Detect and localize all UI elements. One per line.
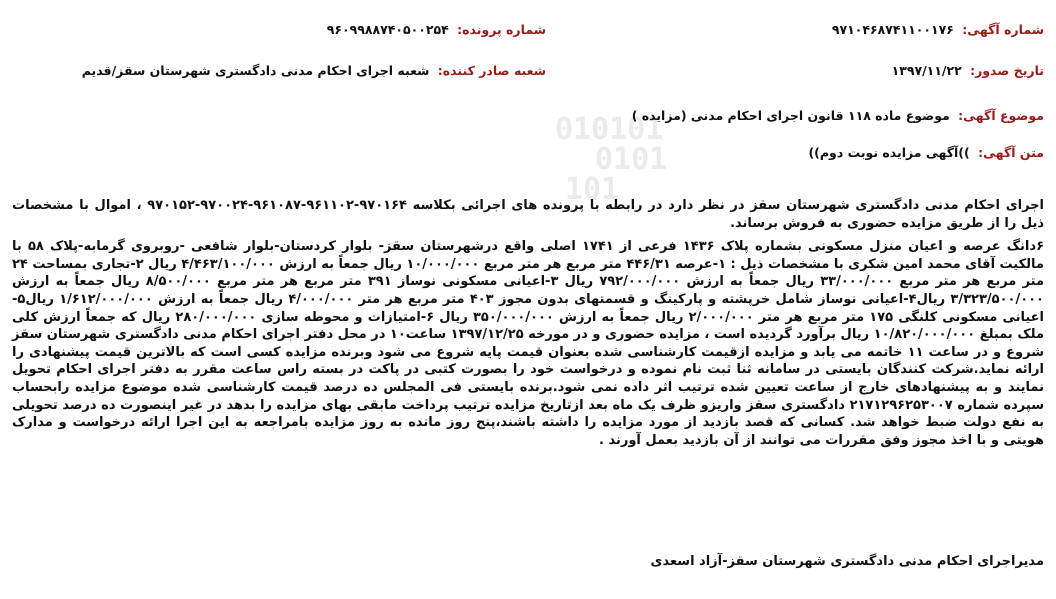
signature: مدیراجرای احکام مدنی دادگستری شهرستان سقز-آزاد اسعدی	[650, 554, 1044, 569]
text-title-row	[808, 145, 1044, 160]
case-number-label: شماره پرونده:	[457, 22, 546, 37]
issue-date-row	[892, 63, 1044, 78]
ad-number: ۹۷۱۰۴۶۸۷۴۱۱۰۰۱۷۶	[831, 22, 954, 37]
ad-number-label: شماره آگهی:	[962, 22, 1044, 37]
issuing-branch: شعبه اجرای احکام مدنی دادگستری شهرستان سقز/قدیم	[81, 63, 430, 78]
ad-number-row	[832, 22, 1044, 37]
details-paragraph: ۶دانگ عرصه و اعیان منزل مسکونی بشماره پلاک ۱۴۳۶ فرعی از ۱۷۴۱ اصلی واقع درشهرستان سقز- بلوار کردستان-بلوار شافعی -روبروی گرمابه-پلاک ۵۸ با مالکیت آقای محمد امین شکری با مشخصات ذیل : ۱-عرصه ۴۴۶/۳۱ متر مربع هر متر مربع ۱۰/۰۰۰/۰۰۰ ریال جمعاً به ارزش ۴/۴۶۳/۱۰۰/۰۰۰ ریال ۲-تجاری بمساحت ۲۴ متر مربع هر متر مربع ۳۳/۰۰۰/۰۰۰ ریال جمعاً به ارزش ۷۹۲/۰۰۰/۰۰۰ ریال ۳-اعیانی مسکونی نوساز ۳۹۱ متر مربع هر متر مربع ۸/۵۰۰/۰۰۰ ریال جمعاً به ارزش ۳/۳۲۳/۵۰۰/۰۰۰ ریال۴-اعیانی نوساز شامل خرپشته و پارکینگ و قسمتهای بدون مجوز ۴۰۳ متر مربع هر متر ۴/۰۰۰/۰۰۰ ریال جمعاً به ارزش ۱/۶۱۲/۰۰۰/۰۰۰ ریال۵-اعیانی مسکونی کلنگی ۱۷۵ متر مربع هر متر ۲/۰۰۰/۰۰۰ ریال جمعاً به ارزش ۳۵۰/۰۰۰/۰۰۰ ریال ۶-امتیازات و محوطه سازی ۲۸۰/۰۰۰/۰۰۰ ریال که جمعاً ارزش کلی ملک بمبلغ ۱۰/۸۲۰/۰۰۰/۰۰۰ ریال برآورد گردیده است ، مزایده حضوری و در مورخه ۱۳۹۷/۱۲/۲۵ ساعت۱۰ در محل دفتر اجرای احکام مدنی دادگستری شهرستان سقز شروع و در ساعت ۱۱ خاتمه می یابد و مزایده ازقیمت کارشناسی شده بعنوان قیمت پایه شروع می شود وبرنده مزایده کسی است که بالاترین قیمت پیشنهادی را ارائه نماید.شرکت کنندگان بایستی در سامانه ثنا ثبت نام نموده و درخواست خود را بصورت کتبی در پاکت در بسته راس ساعت مقرر به دفتر اجرای احکام تحویل نمایند و به پیشنهادهای خارج از ساعت تعیین شده ترتیب اثر داده نمی شود.برنده بایستی فی المجلس ده درصد قیمت کارشناسی شده موضوع مزایده رابحساب سپرده شماره ۲۱۷۱۲۹۶۲۵۳۰۰۷ دادگستری سقز واریزو ظرف یک ماه بعد ازتاریخ مزایده ترتیب پرداخت مابقی بهای مزایده را بدهد در غیر اینصورت ده درصد تحویلی به نفع دولت ضبط خواهد شد. کسانی که قصد بازدید از مورد مزایده را داشته باشند،پنج روز مانده به روز مزایده بامراجعه به این اجرا ارائه درخواست و مدارک هویتی و با اخذ مجوز وفق مقررات می توانند از آن بازدید بعمل آورند .	[12, 239, 1045, 448]
watermark-line: 101	[565, 172, 620, 207]
issue-date: ۱۳۹۷/۱۱/۲۲	[891, 63, 962, 78]
subject-row	[632, 108, 1044, 123]
watermark-line: 0101	[595, 142, 668, 177]
case-number-row	[327, 22, 546, 37]
intro-paragraph: اجرای احکام مدنی دادگستری شهرستان سقز در نظر دارد در رابطه با پرونده های اجرائی بکلاسه ۹۷۰۱۶۴-۹۶۱۱۰۲-۹۶۱۰۸۷-۹۷۰۰۲۴-۹۷۰۱۵۲ ، اموال با مشخصات ذیل را از طریق مزایده حضوری به فروش برساند.	[12, 198, 1044, 231]
issuing-branch-label: شعبه صادر کننده:	[437, 63, 546, 78]
issue-date-label: تاریخ صدور:	[970, 63, 1044, 78]
subject-label: موضوع آگهی:	[958, 108, 1044, 123]
case-number: ۹۶۰۹۹۸۸۷۴۰۵۰۰۲۵۴	[326, 22, 449, 37]
subject: موضوع ماده ۱۱۸ قانون اجرای احکام مدنی (مزایده )	[631, 108, 950, 123]
watermark-line: 010101	[555, 112, 664, 147]
body-text	[12, 197, 1044, 455]
text-title: ))آگهی مزایده نوبت دوم))	[808, 145, 970, 160]
issuing-branch-row	[82, 63, 546, 78]
text-label: متن آگهی:	[978, 145, 1044, 160]
